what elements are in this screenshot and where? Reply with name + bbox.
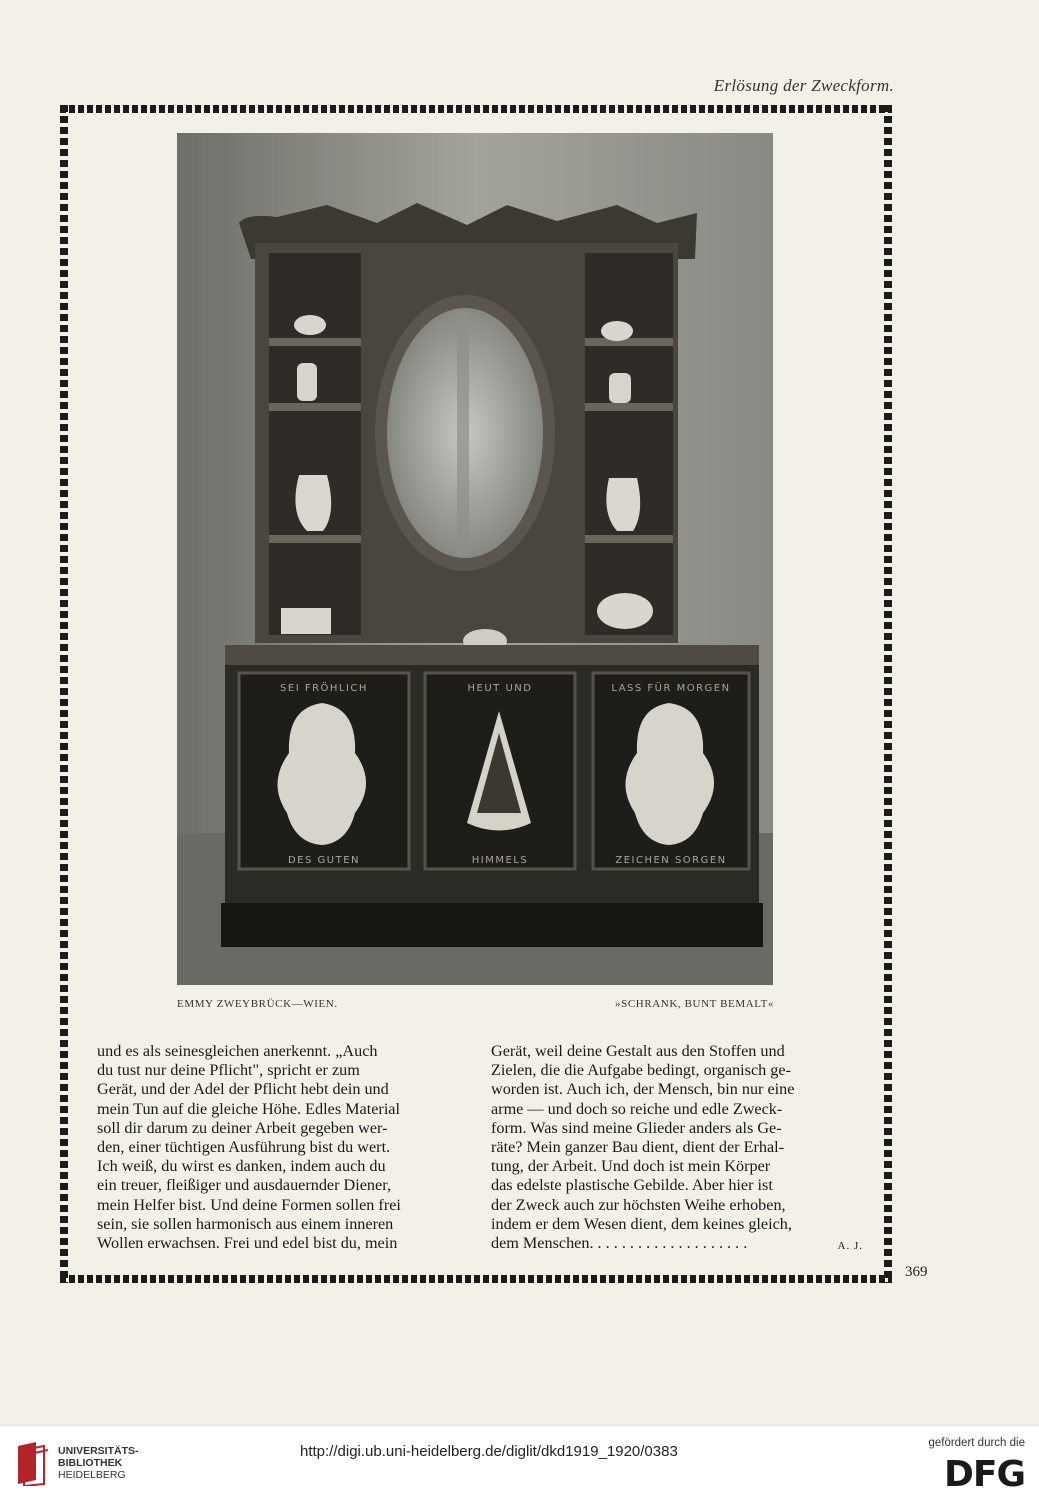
text-line: soll dir darum zu deiner Arbeit gegeben wer- <box>97 1118 388 1137</box>
frame-left <box>60 105 68 1283</box>
library-line: BIBLIOTHEK <box>58 1457 123 1469</box>
text-line: Gerät, weil deine Gestalt aus den Stoffen und <box>491 1042 785 1060</box>
text-column-left <box>97 1042 469 1253</box>
frame-bottom <box>60 1275 892 1283</box>
text-line-last <box>491 1234 863 1253</box>
text-line: und es als seinesgleichen anerkennt. „Auch <box>97 1042 378 1060</box>
text-line: tung, der Arbeit. Und doch ist mein Körper <box>491 1157 771 1176</box>
text-line: indem er dem Wesen dient, dem keines gleich, <box>491 1214 792 1233</box>
text-line: arme — und doch so reiche und edle Zweck- <box>491 1099 783 1118</box>
text-line: Gerät, und der Adel der Pflicht hebt dein und <box>97 1080 389 1099</box>
library-line: HEIDELBERG <box>58 1469 126 1481</box>
running-header: Erlösung der Zweckform. <box>713 76 894 95</box>
text-line: das edelste plastische Gebilde. Aber hier ist <box>491 1176 773 1195</box>
permalink-url[interactable]: http://digi.ub.uni-heidelberg.de/diglit/dkd1919_1920/0383 <box>300 1443 678 1460</box>
frame-top <box>60 105 892 113</box>
library-line: UNIVERSITÄTS- <box>58 1445 139 1457</box>
text-line: worden ist. Auch ich, der Mensch, bin nur eine <box>491 1080 795 1099</box>
text-line: form. Was sind meine Glieder anders als Ge- <box>491 1118 782 1137</box>
text-line: der Zweck auch zur höchsten Weihe erhoben, <box>491 1195 786 1214</box>
text-line: du tust nur deine Pflicht", spricht er zum <box>97 1061 360 1080</box>
text-line: mein Helfer bist. Und deine Formen sollen frei <box>97 1195 401 1214</box>
text-line: ein treuer, fleißiger und ausdauernder Diener, <box>97 1176 391 1195</box>
text-line: den, einer tüchtigen Ausführung bist du wert. <box>97 1138 391 1157</box>
frame-right <box>884 105 892 1283</box>
door-inscription-middle-bottom: HIMMELS <box>471 855 529 866</box>
text-column-right <box>491 1042 863 1256</box>
figure-caption-artist: EMMY ZWEYBRÜCK—WIEN. <box>177 998 338 1010</box>
door-inscription-left-top: SEI FRÖHLICH <box>280 683 368 694</box>
library-name[interactable] <box>58 1445 139 1481</box>
figure-caption-title: »SCHRANK, BUNT BEMALT« <box>615 998 774 1010</box>
text-line: Wollen erwachsen. Frei und edel bist du, mein <box>97 1234 398 1253</box>
dfg-logo[interactable]: DFG <box>943 1454 1025 1495</box>
text-line: Zielen, die die Aufgabe bedingt, organisch ge- <box>491 1061 791 1080</box>
text-line-final: dem Menschen. . . . . . . . . . . . . . . . . . . . <box>491 1234 748 1253</box>
text-line: mein Tun auf die gleiche Höhe. Edles Material <box>97 1099 400 1118</box>
funding-caption: gefördert durch die <box>928 1437 1025 1449</box>
library-logo-icon[interactable] <box>14 1440 50 1486</box>
author-signature: A. J. <box>837 1240 863 1253</box>
page-number: 369 <box>905 1264 928 1280</box>
text-line: sein, sie sollen harmonisch aus einem inneren <box>97 1214 394 1233</box>
text-line: räte? Mein ganzer Bau dient, dient der Erhal- <box>491 1138 785 1157</box>
door-inscription-right-bottom: ZEICHEN SORGEN <box>615 855 727 866</box>
door-inscription-left-bottom: DES GUTEN <box>287 855 361 866</box>
text-line: Ich weiß, du wirst es danken, indem auch du <box>97 1157 386 1176</box>
cabinet-photograph <box>177 133 773 985</box>
door-inscription-middle-top: HEUT UND <box>467 683 533 694</box>
cabinet-illustration <box>177 133 773 985</box>
door-inscription-right-top: LASS FÜR MORGEN <box>611 683 731 694</box>
viewer-footer <box>0 1425 1039 1501</box>
